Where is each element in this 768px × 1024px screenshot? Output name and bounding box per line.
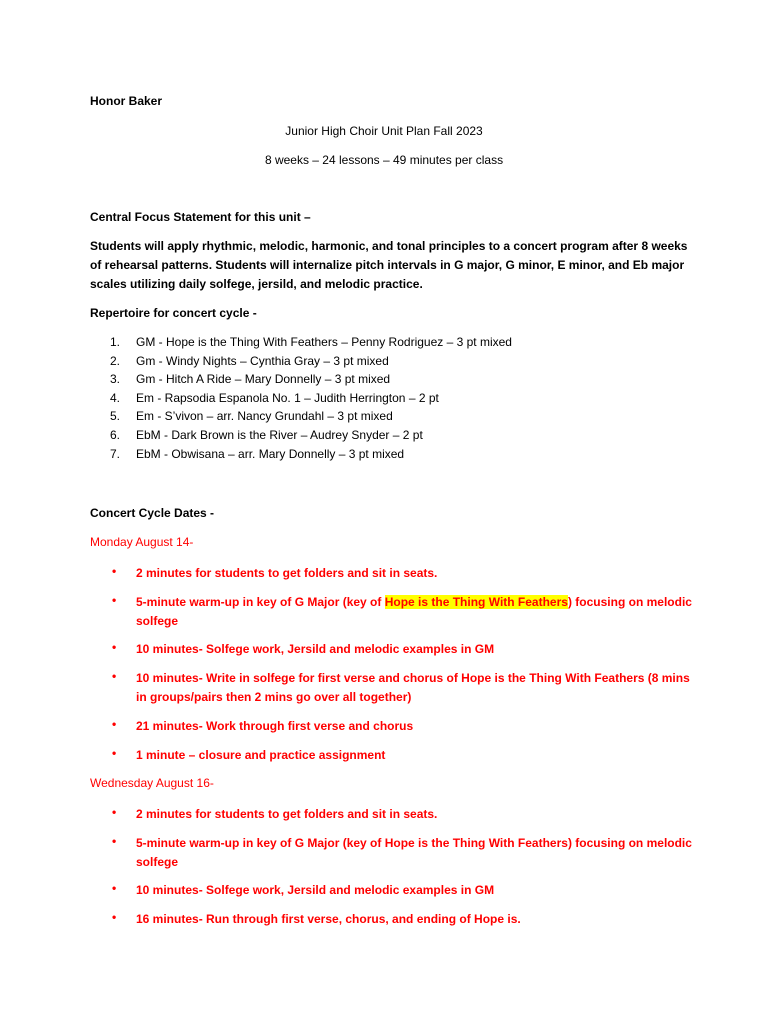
bullet-icon: • <box>112 834 117 848</box>
list-item-number: 2. <box>110 354 121 368</box>
schedule-item-text: 5-minute warm-up in key of G Major (key of <box>136 595 385 609</box>
document-subtitle: 8 weeks – 24 lessons – 49 minutes per class <box>264 153 504 167</box>
list-item-text: EbM - Obwisana – arr. Mary Donnelly – 3 pt mixed <box>136 447 405 461</box>
dates-heading: Concert Cycle Dates - <box>90 506 215 520</box>
focus-heading: Central Focus Statement for this unit – <box>90 210 311 224</box>
document-title: Junior High Choir Unit Plan Fall 2023 <box>285 124 483 138</box>
bullet-icon: • <box>112 717 117 731</box>
list-item-number: 1. <box>110 335 121 349</box>
schedule-item: 10 minutes- Solfege work, Jersild and melodic examples in GM <box>136 642 495 656</box>
bullet-icon: • <box>112 593 117 607</box>
bullet-icon: • <box>112 805 117 819</box>
list-item-text: GM - Hope is the Thing With Feathers – Penny Rodriguez – 3 pt mixed <box>136 335 512 349</box>
list-item-number: 5. <box>110 409 121 423</box>
day-label-wednesday: Wednesday August 16- <box>90 776 214 790</box>
schedule-item: 21 minutes- Work through first verse and chorus <box>136 719 414 733</box>
bullet-icon: • <box>112 910 117 924</box>
list-item-text: Em - S’vivon – arr. Nancy Grundahl – 3 pt mixed <box>136 409 393 423</box>
list-item-text: Gm - Windy Nights – Cynthia Gray – 3 pt mixed <box>136 354 389 368</box>
schedule-item: 2 minutes for students to get folders and sit in seats. <box>136 807 438 821</box>
highlighted-text: Hope is the Thing With Feathers <box>384 595 568 609</box>
bullet-icon: • <box>112 881 117 895</box>
list-item-number: 6. <box>110 428 121 442</box>
list-item-text: Em - Rapsodia Espanola No. 1 – Judith Herrington – 2 pt <box>136 391 439 405</box>
schedule-item: 1 minute – closure and practice assignment <box>136 748 386 762</box>
list-item-text: Gm - Hitch A Ride – Mary Donnelly – 3 pt mixed <box>136 372 391 386</box>
focus-statement: Students will apply rhythmic, melodic, harmonic, and tonal principles to a concert program after 8 weeks of rehearsal patterns. Students will internalize pitch intervals in G major, G minor, E minor, and Eb major scales utilizing daily solfege, jersild, and melodic practice. <box>90 239 688 291</box>
day-label-monday: Monday August 14- <box>90 535 194 549</box>
schedule-item: 16 minutes- Run through first verse, chorus, and ending of Hope is. <box>136 912 521 926</box>
bullet-icon: • <box>112 640 117 654</box>
author-name: Honor Baker <box>90 94 163 108</box>
schedule-item: 5-minute warm-up in key of G Major (key of Hope is the Thing With Feathers) focusing on melodic solfege <box>136 836 692 869</box>
list-item-text: EbM - Dark Brown is the River – Audrey Snyder – 2 pt <box>136 428 423 442</box>
repertoire-heading: Repertoire for concert cycle - <box>90 306 257 320</box>
schedule-item: 2 minutes for students to get folders and sit in seats. <box>136 566 438 580</box>
schedule-item: 10 minutes- Solfege work, Jersild and melodic examples in GM <box>136 883 495 897</box>
schedule-item-text: ) focusing on melodic solfege <box>136 595 692 628</box>
schedule-item <box>136 593 696 631</box>
bullet-icon: • <box>112 746 117 760</box>
list-item-number: 7. <box>110 447 121 461</box>
bullet-icon: • <box>112 564 117 578</box>
list-item-number: 3. <box>110 372 121 386</box>
bullet-icon: • <box>112 669 117 683</box>
schedule-item: 10 minutes- Write in solfege for first verse and chorus of Hope is the Thing With Feathers (8 mins in groups/pairs then 2 mins go over all together) <box>136 671 690 704</box>
list-item-number: 4. <box>110 391 121 405</box>
